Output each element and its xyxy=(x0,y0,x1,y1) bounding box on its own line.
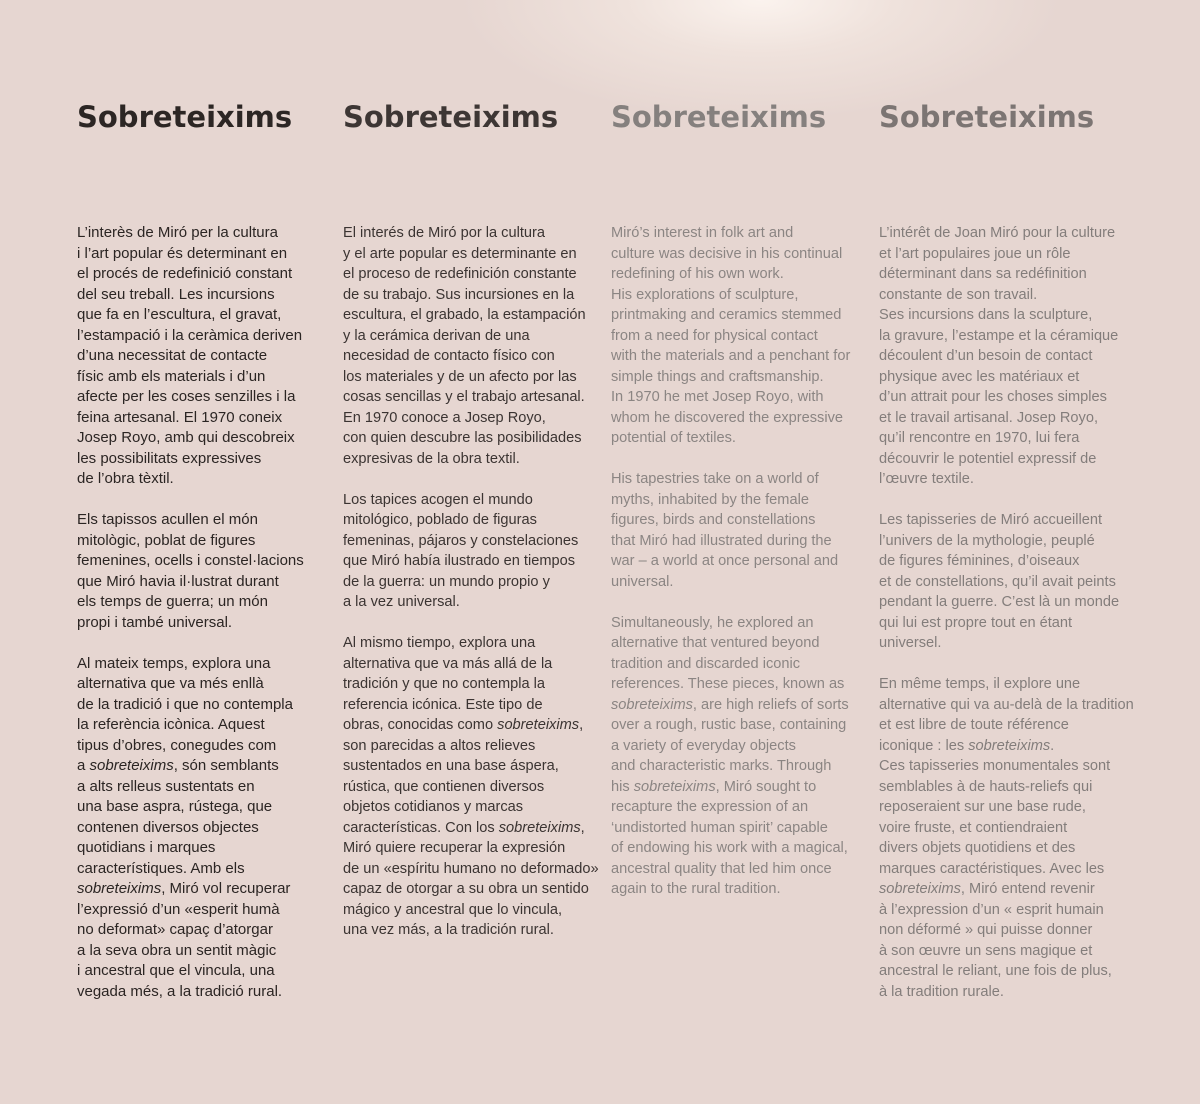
text-line: Miró quiere recuperar la expresión xyxy=(343,840,566,856)
text-line: In 1970 he met Josep Royo, with xyxy=(611,389,824,405)
text-line: qui lui est propre tout en étant xyxy=(879,614,1073,631)
text-line: el proceso de redefinición constante xyxy=(343,266,577,282)
text-line: sobreteixims, are high reliefs of sorts xyxy=(611,696,849,713)
text-line: alternativa que va más allá de la xyxy=(343,655,553,672)
text-line: qu’il rencontre en 1970, lui fera xyxy=(879,430,1080,446)
text-line: y la cerámica derivan de una xyxy=(343,327,530,344)
column-title: Sobreteixims xyxy=(343,100,559,134)
text-line: sustentados en una base áspera, xyxy=(343,758,559,774)
text-line: his sobreteixims, Miró sought to xyxy=(611,778,817,795)
text-line: característiques. Amb els xyxy=(77,859,245,877)
term-emphasis: sobreteixims xyxy=(611,696,693,713)
text-line: els temps de guerra; un món xyxy=(77,593,268,610)
paragraph xyxy=(77,510,304,633)
text-line: escultura, el grabado, la estampación xyxy=(343,307,586,323)
column-body xyxy=(343,223,599,961)
text-line: de su trabajo. Sus incursiones en la xyxy=(343,286,575,303)
text-line: non déformé » qui puisse donner xyxy=(879,922,1093,938)
text-line: et est libre de toute référence xyxy=(879,717,1069,733)
text-line: whom he discovered the expressive xyxy=(611,409,843,426)
text-line: Miró’s interest in folk art and xyxy=(611,225,794,241)
text-line: a sobreteixims, són semblants xyxy=(77,757,279,774)
text-line: that Miró had illustrated during the xyxy=(611,532,832,549)
text-line: d’una necessitat de contacte xyxy=(77,347,268,364)
text-line: ‘undistorted human spirit’ capable xyxy=(611,819,828,836)
text-line: divers objets quotidiens et des xyxy=(879,840,1076,856)
text-line: à la tradition rurale. xyxy=(879,983,1004,1000)
text-line: L’intérêt de Joan Miró pour la culture xyxy=(879,225,1116,241)
text-line: mitològic, poblat de figures xyxy=(77,531,256,549)
text-line: references. These pieces, known as xyxy=(611,676,845,692)
text-line: physique avec les matériaux et xyxy=(879,368,1080,385)
text-line: over a rough, rustic base, containing xyxy=(611,717,847,733)
text-line: El interés de Miró por la cultura xyxy=(343,225,545,241)
paragraph xyxy=(77,223,304,490)
text-line: reposeraient sur une base rude, xyxy=(879,799,1086,815)
text-line: l’expressió d’un «esperit humà xyxy=(77,900,280,918)
text-line: Ces tapisseries monumentales sont xyxy=(879,758,1111,774)
text-line: découlent d’un besoin de contact xyxy=(879,348,1093,364)
text-line: femenines, ocells i constel·lacions xyxy=(77,552,304,569)
text-line: rústica, que contienen diversos xyxy=(343,778,545,795)
text-line: referencia icónica. Este tipo de xyxy=(343,696,543,713)
text-line: Al mismo tiempo, explora una xyxy=(343,635,536,651)
text-line: mitológico, poblado de figuras xyxy=(343,512,537,528)
text-line: tradition and discarded iconic xyxy=(611,655,801,672)
text-line: Els tapissos acullen el món xyxy=(77,511,258,528)
text-line: tipus d’obres, conegudes com xyxy=(77,736,277,754)
text-line: de la tradició i que no contempla xyxy=(77,695,293,713)
term-emphasis: sobreteixims xyxy=(77,880,162,897)
text-line: culture was decisive in his continual xyxy=(611,245,843,262)
text-line: voire fruste, et contiendraient xyxy=(879,819,1068,836)
paragraph xyxy=(611,469,850,592)
text-line: necesidad de contacto físico con xyxy=(343,348,555,364)
text-line: tradición y que no contempla la xyxy=(343,676,546,692)
paragraph xyxy=(343,633,599,941)
text-line: la referència icònica. Aquest xyxy=(77,716,265,733)
text-line: découvrir le potentiel expressif de xyxy=(879,450,1097,467)
text-line: que Miró havia il·lustrat durant xyxy=(77,572,279,590)
text-line: a la seva obra un sentit màgic xyxy=(77,941,277,959)
paragraph xyxy=(343,490,599,613)
text-line: del seu treball. Les incursions xyxy=(77,285,275,303)
text-line: En même temps, il explore une xyxy=(879,676,1081,692)
text-line: vegada més, a la tradició rural. xyxy=(77,982,283,1000)
text-line: sobreteixims, Miró vol recuperar xyxy=(77,880,291,897)
term-emphasis: sobreteixims xyxy=(633,778,716,795)
text-line: alternativa que va més enllà xyxy=(77,675,264,692)
text-line: recapture the expression of an xyxy=(611,799,809,815)
text-line: printmaking and ceramics stemmed xyxy=(611,307,842,323)
text-line: alternative qui va au-delà de la tradition xyxy=(879,696,1134,713)
text-line: Simultaneously, he explored an xyxy=(611,614,814,631)
text-line: again to the rural tradition. xyxy=(611,881,781,897)
text-line: expresivas de la obra textil. xyxy=(343,450,520,467)
text-line: l’œuvre textile. xyxy=(879,471,974,487)
text-line: de figures féminines, d’oiseaux xyxy=(879,553,1080,569)
text-line: marques caractéristiques. Avec les xyxy=(879,860,1105,877)
term-emphasis: sobreteixims xyxy=(879,881,961,897)
text-line: de un «espíritu humano no deformado» xyxy=(343,860,599,877)
text-line: les possibilitats expressives xyxy=(77,449,262,467)
text-line: figures, birds and constellations xyxy=(611,512,816,528)
text-line: et l’art populaires joue un rôle xyxy=(879,245,1071,262)
text-line: propi i també universal. xyxy=(77,613,233,631)
text-line: características. Con los sobreteixims, xyxy=(343,819,585,836)
column-title: Sobreteixims xyxy=(879,100,1095,134)
text-line: from a need for physical contact xyxy=(611,327,818,344)
paragraph xyxy=(879,674,1134,1002)
paragraph xyxy=(343,223,599,469)
text-line: His explorations of sculpture, xyxy=(611,286,799,303)
column-body xyxy=(77,223,304,1023)
text-line: potential of textiles. xyxy=(611,430,736,446)
text-line: with the materials and a penchant for xyxy=(611,348,851,364)
text-line: con quien descubre las posibilidades xyxy=(343,430,582,446)
text-line: son parecidas a altos relieves xyxy=(343,737,536,754)
text-line: no deformat» capaç d’atorgar xyxy=(77,921,273,938)
text-line: i l’art popular és determinant en xyxy=(77,244,288,262)
column-title: Sobreteixims xyxy=(611,100,827,134)
text-line: war – a world at once personal and xyxy=(611,553,839,569)
text-line: que Miró había ilustrado en tiempos xyxy=(343,553,576,569)
text-line: Les tapisseries de Miró accueillent xyxy=(879,512,1103,528)
text-line: His tapestries take on a world of xyxy=(611,471,819,487)
text-line: una vez más, a la tradición rural. xyxy=(343,922,554,938)
text-line: constante de son travail. xyxy=(879,286,1038,303)
text-line: físic amb els materials i d’un xyxy=(77,367,266,385)
column-english xyxy=(611,95,891,897)
text-line: de la guerra: un mundo propio y xyxy=(343,573,550,590)
column-catalan xyxy=(77,95,357,1000)
text-line: a variety of everyday objects xyxy=(611,737,796,754)
term-emphasis: sobreteixims xyxy=(89,757,174,774)
text-line: a alts relleus sustentats en xyxy=(77,777,255,795)
column-french xyxy=(879,95,1159,1000)
text-line: ancestral quality that led him once xyxy=(611,860,832,877)
text-line: of endowing his work with a magical, xyxy=(611,840,848,856)
text-line: L’interès de Miró per la cultura xyxy=(77,224,278,241)
text-line: Los tapices acogen el mundo xyxy=(343,491,533,508)
paragraph xyxy=(879,223,1134,490)
column-body xyxy=(879,223,1134,1023)
text-line: universal. xyxy=(611,573,674,590)
text-line: afecte per les coses senzilles i la xyxy=(77,388,296,405)
column-body xyxy=(611,223,850,920)
text-line: redefining of his own work. xyxy=(611,266,784,282)
text-line: contenen diversos objectes xyxy=(77,818,259,836)
text-line: i ancestral que el vincula, una xyxy=(77,962,275,979)
text-line: a la vez universal. xyxy=(343,594,460,610)
text-line: quotidians i marques xyxy=(77,839,216,856)
column-title: Sobreteixims xyxy=(77,100,293,134)
text-line: iconique : les sobreteixims. xyxy=(879,737,1055,754)
text-line: de l’obra tèxtil. xyxy=(77,470,174,487)
text-line: feina artesanal. El 1970 coneix xyxy=(77,408,283,426)
text-line: d’un attrait pour les choses simples xyxy=(879,389,1107,405)
paragraph xyxy=(611,223,850,449)
text-line: universel. xyxy=(879,635,942,651)
text-line: déterminant dans sa redéfinition xyxy=(879,266,1087,282)
text-line: En 1970 conoce a Josep Royo, xyxy=(343,409,546,426)
text-line: una base aspra, rústega, que xyxy=(77,798,273,815)
text-line: myths, inhabited by the female xyxy=(611,491,809,508)
text-line: semblables à de hauts-reliefs qui xyxy=(879,778,1093,795)
text-line: mágico y ancestral que lo vincula, xyxy=(343,901,563,918)
text-line: la gravure, l’estampe et la céramique xyxy=(879,327,1119,344)
paragraph xyxy=(879,510,1134,654)
text-line: el procés de redefinició constant xyxy=(77,265,293,282)
term-emphasis: sobreteixims xyxy=(498,819,581,836)
paragraph xyxy=(77,654,304,1003)
column-spanish xyxy=(343,95,623,938)
text-line: à son œuvre un sens magique et xyxy=(879,942,1093,959)
text-line: que fa en l’escultura, el gravat, xyxy=(77,306,282,323)
text-line: l’univers de la mythologie, peuplé xyxy=(879,532,1095,549)
text-line: femeninas, pájaros y constelaciones xyxy=(343,532,579,549)
text-line: alternative that ventured beyond xyxy=(611,635,820,651)
text-line: et le travail artisanal. Josep Royo, xyxy=(879,409,1099,426)
text-line: sobreteixims, Miró entend revenir xyxy=(879,881,1095,897)
text-line: Al mateix temps, explora una xyxy=(77,654,271,672)
text-line: l’estampació i la ceràmica deriven xyxy=(77,326,303,344)
text-line: cosas sencillas y el trabajo artesanal. xyxy=(343,389,585,405)
text-line: et de constellations, qu’il avait peints xyxy=(879,573,1116,590)
text-line: objetos cotidianos y marcas xyxy=(343,799,524,815)
text-line: ancestral le reliant, une fois de plus, xyxy=(879,963,1112,979)
text-line: obras, conocidas como sobreteixims, xyxy=(343,717,584,733)
text-line: and characteristic marks. Through xyxy=(611,758,832,774)
text-line: pendant la guerre. C’est là un monde xyxy=(879,594,1120,610)
term-emphasis: sobreteixims xyxy=(968,737,1051,754)
text-line: à l’expression d’un « esprit humain xyxy=(879,901,1104,918)
text-line: capaz de otorgar a su obra un sentido xyxy=(343,881,589,897)
paragraph xyxy=(611,613,850,900)
term-emphasis: sobreteixims xyxy=(497,717,580,733)
text-line: los materiales y de un afecto por las xyxy=(343,368,577,385)
text-line: Josep Royo, amb qui descobreix xyxy=(77,429,295,446)
text-line: y el arte popular es determinante en xyxy=(343,245,577,262)
text-line: simple things and craftsmanship. xyxy=(611,368,824,385)
text-line: Ses incursions dans la sculpture, xyxy=(879,307,1093,323)
